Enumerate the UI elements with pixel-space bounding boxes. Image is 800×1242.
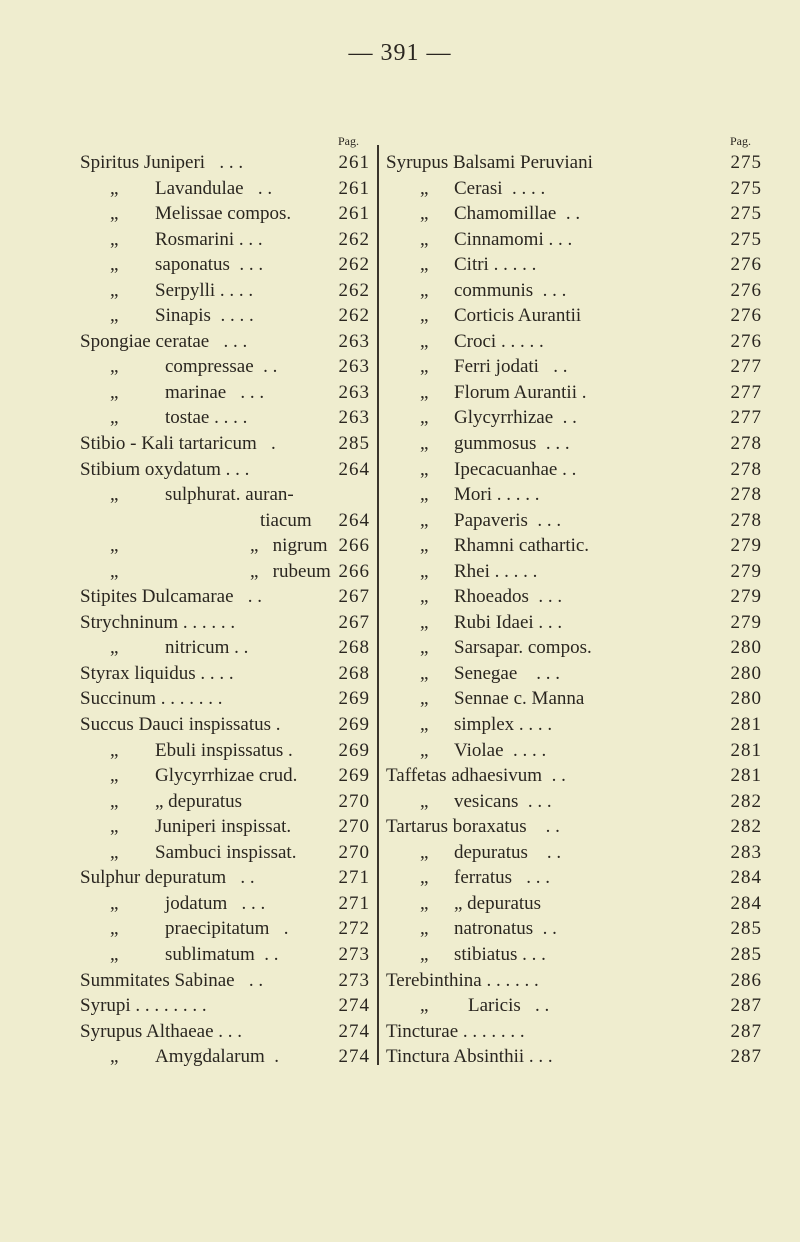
entry-page-number: 271 bbox=[338, 892, 370, 914]
ditto-mark: „ bbox=[420, 586, 429, 608]
index-entry bbox=[80, 380, 370, 406]
ditto-mark: „ bbox=[110, 841, 119, 863]
ditto-mark: „ bbox=[420, 662, 429, 684]
index-entry bbox=[80, 686, 370, 712]
entry-page-number: 275 bbox=[730, 228, 762, 250]
entry-page-number: 269 bbox=[338, 714, 370, 736]
ditto-mark: „ bbox=[420, 279, 429, 301]
index-entry bbox=[386, 1019, 762, 1045]
entry-term: Terebinthina . . . . . . bbox=[386, 969, 539, 991]
ditto-mark: „ bbox=[420, 509, 429, 531]
ditto-mark: „ bbox=[110, 228, 119, 250]
index-entry bbox=[80, 354, 370, 380]
ditto-mark: „ bbox=[420, 433, 429, 455]
ditto-mark: „ bbox=[420, 918, 429, 940]
entry-term: Papaveris . . . bbox=[454, 509, 562, 531]
entry-term: Juniperi inspissat. bbox=[155, 816, 292, 838]
entry-page-number: 279 bbox=[730, 560, 762, 582]
index-entry bbox=[80, 968, 370, 994]
entry-page-number: 279 bbox=[730, 535, 762, 557]
index-entry bbox=[386, 380, 762, 406]
index-entry bbox=[386, 916, 762, 942]
index-entry bbox=[80, 431, 370, 457]
entry-term: „ rubeum bbox=[250, 560, 331, 582]
entry-page-number: 270 bbox=[338, 816, 370, 838]
index-entry bbox=[80, 1044, 370, 1070]
entry-page-number: 279 bbox=[730, 586, 762, 608]
entry-page-number: 278 bbox=[730, 484, 762, 506]
index-entry bbox=[386, 738, 762, 764]
entry-page-number: 274 bbox=[338, 1046, 370, 1068]
ditto-mark: „ bbox=[110, 892, 119, 914]
index-entry bbox=[80, 176, 370, 202]
index-entry bbox=[386, 789, 762, 815]
entry-page-number: 268 bbox=[338, 662, 370, 684]
entry-term: Amygdalarum . bbox=[155, 1046, 280, 1068]
ditto-mark: „ bbox=[110, 484, 119, 506]
entry-term: gummosus . . . bbox=[454, 433, 570, 455]
entry-term: „ depuratus bbox=[454, 892, 542, 914]
page-number: — 391 — bbox=[348, 40, 452, 66]
entry-term: Rosmarini . . . bbox=[155, 228, 263, 250]
entry-page-number: 269 bbox=[338, 688, 370, 710]
entry-term: Sulphur depuratum . . bbox=[80, 867, 255, 889]
entry-term: Laricis . . bbox=[468, 995, 550, 1017]
entry-term: Glycyrrhizae crud. bbox=[155, 765, 298, 787]
index-entry bbox=[386, 354, 762, 380]
entry-page-number: 280 bbox=[730, 662, 762, 684]
ditto-mark: „ bbox=[420, 356, 429, 378]
index-entry bbox=[386, 457, 762, 483]
entry-page-number: 271 bbox=[338, 867, 370, 889]
entry-term: Sarsapar. compos. bbox=[454, 637, 592, 659]
entry-term: Rhei . . . . . bbox=[454, 560, 538, 582]
entry-term: Melissae compos. bbox=[155, 203, 292, 225]
entry-page-number: 275 bbox=[730, 177, 762, 199]
entry-page-number: 261 bbox=[338, 177, 370, 199]
entry-page-number: 270 bbox=[338, 841, 370, 863]
entry-page-number: 276 bbox=[730, 305, 762, 327]
index-entry bbox=[386, 584, 762, 610]
index-column-right bbox=[386, 150, 762, 1070]
entry-page-number: 262 bbox=[338, 305, 370, 327]
ditto-mark: „ bbox=[110, 765, 119, 787]
entry-term: Sinapis . . . . bbox=[155, 305, 254, 327]
index-entry bbox=[80, 942, 370, 968]
ditto-mark: „ bbox=[110, 356, 119, 378]
index-entry bbox=[386, 763, 762, 789]
ditto-mark: „ bbox=[110, 407, 119, 429]
index-entry bbox=[80, 457, 370, 483]
entry-page-number: 285 bbox=[730, 943, 762, 965]
entry-term: Glycyrrhizae . . bbox=[454, 407, 577, 429]
entry-page-number: 263 bbox=[338, 381, 370, 403]
index-entry bbox=[386, 840, 762, 866]
index-entry bbox=[386, 405, 762, 431]
index-entry bbox=[386, 712, 762, 738]
entry-page-number: 262 bbox=[338, 254, 370, 276]
entry-page-number: 280 bbox=[730, 637, 762, 659]
column-divider bbox=[377, 145, 379, 1065]
entry-page-number: 277 bbox=[730, 381, 762, 403]
index-entry bbox=[80, 738, 370, 764]
index-entry bbox=[386, 303, 762, 329]
ditto-mark: „ bbox=[420, 867, 429, 889]
entry-page-number: 263 bbox=[338, 407, 370, 429]
entry-term: natronatus . . bbox=[454, 918, 557, 940]
index-entry bbox=[80, 201, 370, 227]
ditto-mark: „ bbox=[110, 305, 119, 327]
ditto-mark: „ bbox=[110, 279, 119, 301]
ditto-mark: „ bbox=[420, 484, 429, 506]
entry-page-number: 281 bbox=[730, 739, 762, 761]
index-entry bbox=[386, 559, 762, 585]
entry-term: sublimatum . . bbox=[165, 943, 279, 965]
ditto-mark: „ bbox=[110, 535, 119, 557]
index-entry bbox=[386, 1044, 762, 1070]
ditto-mark: „ bbox=[110, 177, 119, 199]
ditto-mark: „ bbox=[110, 943, 119, 965]
index-entry bbox=[386, 891, 762, 917]
index-entry bbox=[80, 840, 370, 866]
index-entry bbox=[386, 431, 762, 457]
index-entry bbox=[80, 763, 370, 789]
ditto-mark: „ bbox=[420, 892, 429, 914]
entry-page-number: 262 bbox=[338, 279, 370, 301]
index-entry bbox=[80, 712, 370, 738]
entry-term: Spongiae ceratae . . . bbox=[80, 330, 248, 352]
entry-page-number: 264 bbox=[338, 458, 370, 480]
entry-page-number: 274 bbox=[338, 995, 370, 1017]
index-entry bbox=[386, 865, 762, 891]
index-entry bbox=[386, 968, 762, 994]
index-entry bbox=[80, 891, 370, 917]
ditto-mark: „ bbox=[420, 995, 429, 1017]
index-entry bbox=[386, 610, 762, 636]
entry-term: simplex . . . . bbox=[454, 714, 553, 736]
index-entry bbox=[80, 559, 370, 585]
ditto-mark: „ bbox=[110, 203, 119, 225]
ditto-mark: „ bbox=[110, 560, 119, 582]
index-entry bbox=[80, 635, 370, 661]
entry-term: Stipites Dulcamarae . . bbox=[80, 586, 263, 608]
ditto-mark: „ bbox=[420, 177, 429, 199]
ditto-mark: „ bbox=[420, 637, 429, 659]
entry-page-number: 287 bbox=[730, 1020, 762, 1042]
entry-term: ferratus . . . bbox=[454, 867, 551, 889]
entry-term: Taffetas adhaesivum . . bbox=[386, 765, 566, 787]
entry-term: nitricum . . bbox=[165, 637, 249, 659]
index-entry bbox=[386, 329, 762, 355]
ditto-mark: „ bbox=[420, 305, 429, 327]
ditto-mark: „ bbox=[110, 739, 119, 761]
entry-page-number: 275 bbox=[730, 152, 762, 173]
entry-term: Strychninum . . . . . . bbox=[80, 611, 236, 633]
ditto-mark: „ bbox=[110, 816, 119, 838]
entry-page-number: 281 bbox=[730, 714, 762, 736]
entry-page-number: 272 bbox=[338, 918, 370, 940]
ditto-mark: „ bbox=[420, 254, 429, 276]
ditto-mark: „ bbox=[420, 458, 429, 480]
entry-term: Violae . . . . bbox=[454, 739, 547, 761]
entry-term: tiacum bbox=[260, 509, 312, 531]
index-entry bbox=[386, 201, 762, 227]
entry-term: marinae . . . bbox=[165, 381, 265, 403]
entry-page-number: 282 bbox=[730, 790, 762, 812]
entry-page-number: 263 bbox=[338, 330, 370, 352]
index-entry bbox=[80, 993, 370, 1019]
index-entry bbox=[386, 814, 762, 840]
entry-term: Spiritus Juniperi . . . bbox=[80, 152, 244, 173]
ditto-mark: „ bbox=[420, 688, 429, 710]
index-entry bbox=[80, 584, 370, 610]
entry-term: Croci . . . . . bbox=[454, 330, 544, 352]
entry-page-number: 280 bbox=[730, 688, 762, 710]
ditto-mark: „ bbox=[110, 918, 119, 940]
entry-term: tostae . . . . bbox=[165, 407, 248, 429]
entry-term: Tinctura Absinthii . . . bbox=[386, 1046, 553, 1068]
index-entry bbox=[386, 252, 762, 278]
ditto-mark: „ bbox=[420, 407, 429, 429]
ditto-mark: „ bbox=[420, 381, 429, 403]
entry-page-number: 281 bbox=[730, 765, 762, 787]
entry-term: Summitates Sabinae . . bbox=[80, 969, 264, 991]
index-entry bbox=[386, 482, 762, 508]
entry-page-number: 274 bbox=[338, 1020, 370, 1042]
entry-term: Corticis Aurantii bbox=[454, 305, 582, 327]
entry-term: Rhamni cathartic. bbox=[454, 535, 590, 557]
index-entry bbox=[386, 942, 762, 968]
entry-term: stibiatus . . . bbox=[454, 943, 546, 965]
ditto-mark: „ bbox=[110, 790, 119, 812]
entry-page-number: 283 bbox=[730, 841, 762, 863]
entry-term: Mori . . . . . bbox=[454, 484, 540, 506]
entry-page-number: 276 bbox=[730, 279, 762, 301]
entry-term: Ebuli inspissatus . bbox=[155, 739, 293, 761]
index-entry bbox=[80, 278, 370, 304]
ditto-mark: „ bbox=[420, 790, 429, 812]
entry-page-number: 282 bbox=[730, 816, 762, 838]
entry-term: Florum Aurantii . bbox=[454, 381, 587, 403]
entry-term: Senegae . . . bbox=[454, 662, 561, 684]
entry-term: Succus Dauci inspissatus . bbox=[80, 714, 281, 736]
entry-term: „ depuratus bbox=[155, 790, 243, 812]
entry-term: Succinum . . . . . . . bbox=[80, 688, 223, 710]
ditto-mark: „ bbox=[420, 330, 429, 352]
entry-term: praecipitatum . bbox=[165, 918, 289, 940]
index-entry bbox=[386, 176, 762, 202]
entry-term: Syrupi . . . . . . . . bbox=[80, 995, 207, 1017]
entry-term: saponatus . . . bbox=[155, 254, 264, 276]
index-column-left bbox=[80, 150, 370, 1070]
entry-page-number: 261 bbox=[338, 203, 370, 225]
index-entry bbox=[80, 227, 370, 253]
entry-page-number: 261 bbox=[338, 152, 370, 173]
index-entry bbox=[80, 405, 370, 431]
ditto-mark: „ bbox=[110, 381, 119, 403]
index-entry bbox=[80, 865, 370, 891]
entry-page-number: 287 bbox=[730, 1046, 762, 1068]
index-entry bbox=[80, 303, 370, 329]
entry-page-number: 285 bbox=[730, 918, 762, 940]
entry-term: „ nigrum bbox=[250, 535, 328, 557]
entry-page-number: 286 bbox=[730, 969, 762, 991]
entry-page-number: 267 bbox=[338, 611, 370, 633]
entry-page-number: 284 bbox=[730, 892, 762, 914]
ditto-mark: „ bbox=[420, 714, 429, 736]
index-entry bbox=[80, 916, 370, 942]
entry-page-number: 276 bbox=[730, 254, 762, 276]
entry-term: Tartarus boraxatus . . bbox=[386, 816, 560, 838]
entry-term: Syrupus Althaeae . . . bbox=[80, 1020, 243, 1042]
entry-page-number: 273 bbox=[338, 943, 370, 965]
index-entry bbox=[80, 329, 370, 355]
entry-term: Stibio - Kali tartaricum . bbox=[80, 433, 276, 455]
entry-page-number: 262 bbox=[338, 228, 370, 250]
entry-page-number: 267 bbox=[338, 586, 370, 608]
entry-term: Rhoeados . . . bbox=[454, 586, 563, 608]
entry-page-number: 279 bbox=[730, 611, 762, 633]
ditto-mark: „ bbox=[420, 841, 429, 863]
entry-term: compressae . . bbox=[165, 356, 278, 378]
entry-term: Rubi Idaei . . . bbox=[454, 611, 563, 633]
index-entry bbox=[386, 227, 762, 253]
ditto-mark: „ bbox=[420, 560, 429, 582]
entry-page-number: 269 bbox=[338, 739, 370, 761]
index-entry bbox=[80, 508, 370, 534]
ditto-mark: „ bbox=[420, 943, 429, 965]
entry-page-number: 277 bbox=[730, 356, 762, 378]
entry-page-number: 287 bbox=[730, 995, 762, 1017]
index-entry bbox=[80, 610, 370, 636]
index-entry bbox=[386, 533, 762, 559]
index-entry bbox=[386, 661, 762, 687]
ditto-mark: „ bbox=[110, 254, 119, 276]
entry-page-number: 284 bbox=[730, 867, 762, 889]
index-entry bbox=[80, 661, 370, 687]
ditto-mark: „ bbox=[110, 1046, 119, 1068]
entry-page-number: 268 bbox=[338, 637, 370, 659]
entry-term: sulphurat. auran- bbox=[165, 484, 294, 506]
entry-term: Serpylli . . . . bbox=[155, 279, 254, 301]
entry-page-number: 263 bbox=[338, 356, 370, 378]
entry-term: Lavandulae . . bbox=[155, 177, 273, 199]
entry-page-number: 277 bbox=[730, 407, 762, 429]
index-entry bbox=[386, 508, 762, 534]
ditto-mark: „ bbox=[110, 637, 119, 659]
entry-term: Tincturae . . . . . . . bbox=[386, 1020, 525, 1042]
entry-term: Cerasi . . . . bbox=[454, 177, 546, 199]
entry-page-number: 273 bbox=[338, 969, 370, 991]
entry-page-number: 266 bbox=[338, 560, 370, 582]
entry-term: Syrupus Balsami Peruviani bbox=[386, 152, 593, 173]
entry-term: communis . . . bbox=[454, 279, 567, 301]
entry-term: jodatum . . . bbox=[165, 892, 266, 914]
index-entry bbox=[386, 686, 762, 712]
entry-term: Citri . . . . . bbox=[454, 254, 537, 276]
index-entry bbox=[386, 993, 762, 1019]
index-entry bbox=[80, 814, 370, 840]
ditto-mark: „ bbox=[420, 535, 429, 557]
left-page-column-header: Pag. bbox=[338, 134, 359, 148]
entry-term: Cinnamomi . . . bbox=[454, 228, 573, 250]
index-entry bbox=[80, 150, 370, 176]
entry-page-number: 266 bbox=[338, 535, 370, 557]
index-entry bbox=[80, 482, 370, 508]
entry-page-number: 278 bbox=[730, 433, 762, 455]
entry-page-number: 269 bbox=[338, 765, 370, 787]
entry-term: vesicans . . . bbox=[454, 790, 552, 812]
entry-page-number: 285 bbox=[338, 433, 370, 455]
entry-page-number: 270 bbox=[338, 790, 370, 812]
entry-page-number: 264 bbox=[338, 509, 370, 531]
entry-page-number: 276 bbox=[730, 330, 762, 352]
index-entry bbox=[80, 1019, 370, 1045]
index-entry bbox=[80, 252, 370, 278]
ditto-mark: „ bbox=[420, 739, 429, 761]
entry-term: Chamomillae . . bbox=[454, 203, 581, 225]
ditto-mark: „ bbox=[420, 611, 429, 633]
entry-term: depuratus . . bbox=[454, 841, 562, 863]
entry-term: Stibium oxydatum . . . bbox=[80, 458, 250, 480]
index-entry bbox=[386, 150, 762, 176]
index-entry bbox=[386, 278, 762, 304]
entry-page-number: 278 bbox=[730, 509, 762, 531]
entry-term: Ferri jodati . . bbox=[454, 356, 568, 378]
right-page-column-header: Pag. bbox=[730, 134, 751, 148]
ditto-mark: „ bbox=[420, 203, 429, 225]
entry-term: Ipecacuanhae . . bbox=[454, 458, 577, 480]
entry-term: Sennae c. Manna bbox=[454, 688, 585, 710]
index-entry bbox=[80, 789, 370, 815]
entry-term: Styrax liquidus . . . . bbox=[80, 662, 234, 684]
ditto-mark: „ bbox=[420, 228, 429, 250]
entry-term: Sambuci inspissat. bbox=[155, 841, 297, 863]
entry-page-number: 278 bbox=[730, 458, 762, 480]
index-entry bbox=[386, 635, 762, 661]
index-entry bbox=[80, 533, 370, 559]
entry-page-number: 275 bbox=[730, 203, 762, 225]
